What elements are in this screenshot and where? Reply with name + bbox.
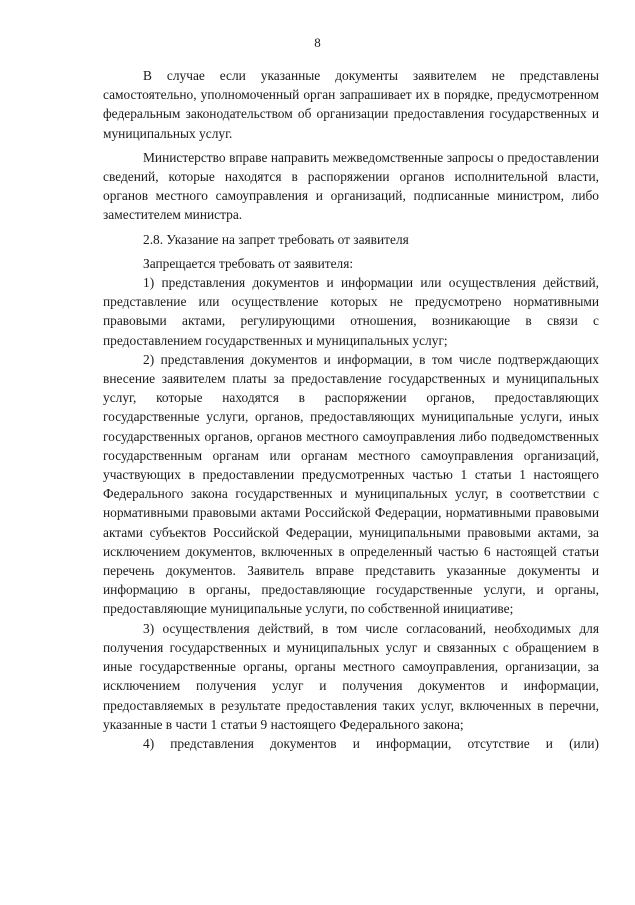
list-item-2: 2) представления документов и информации, в том числе подтверждающих внесение заявителем платы за предоставление государственных и муниципальных услуг, которые находятся в распоряжении органов, предоставляющих государственные услуги, органов, предоставляющих муниципальные услуги, иных государственных органов, органов местного самоуправления либо подведомственных государственным органам или органам местного самоуправления организаций, участвующих в предоставлении предусмотренных частью 1 статьи 1 настоящего Федерального закона государственных и муниципальных услуг, в соответствии с нормативными правовыми актами Российской Федерации, нормативными правовыми актами субъектов Российской Федерации, муниципальными правовыми актами, за исключением документов, включенных в определенный частью 6 настоящей статьи перечень документов. Заявитель вправе представить указанные документы и информацию в органы, предоставляющие государственные услуги, и органы, предоставляющие муниципальные услуги, по собственной инициативе; <box>103 351 599 617</box>
list-item-3: 3) осуществления действий, в том числе согласований, необходимых для получения государственных и муниципальных услуг и связанных с обращением в иные государственные органы, органы местного самоуправления, организации, за исключением получения услуг и получения документов и информации, предоставляемых в результате предоставления таких услуг, включенных в перечни, указанные в части 1 статьи 9 настоящего Федерального закона; <box>103 620 599 732</box>
paragraph-documents-not-provided: В случае если указанные документы заявителем не представлены самостоятельно, уполномоченный орган запрашивает их в порядке, предусмотренном федеральным законодательством об организации предоставления государственных и муниципальных услуг. <box>103 68 599 141</box>
page-number: 8 <box>314 35 321 50</box>
section-heading-2-8: 2.8. Указание на запрет требовать от заявителя <box>143 231 409 247</box>
document-body <box>103 66 599 753</box>
list-item-4: 4) представления документов и информации, отсутствие и (или) <box>143 735 599 751</box>
paragraph-interagency-requests: Министерство вправе направить межведомственные запросы о предоставлении сведений, которые находятся в распоряжении органов исполнительной власти, органов местного самоуправления и организаций, подписанные министром, либо заместителем министра. <box>103 149 599 223</box>
paragraph-prohibited-intro: Запрещается требовать от заявителя: <box>143 255 354 271</box>
list-item-1: 1) представления документов и информации или осуществления действий, представление или осуществление которых не предусмотрено нормативными правовыми актами, регулирующими отношения, возникающие в связи с предоставлением государственных и муниципальных услуг; <box>103 275 599 348</box>
